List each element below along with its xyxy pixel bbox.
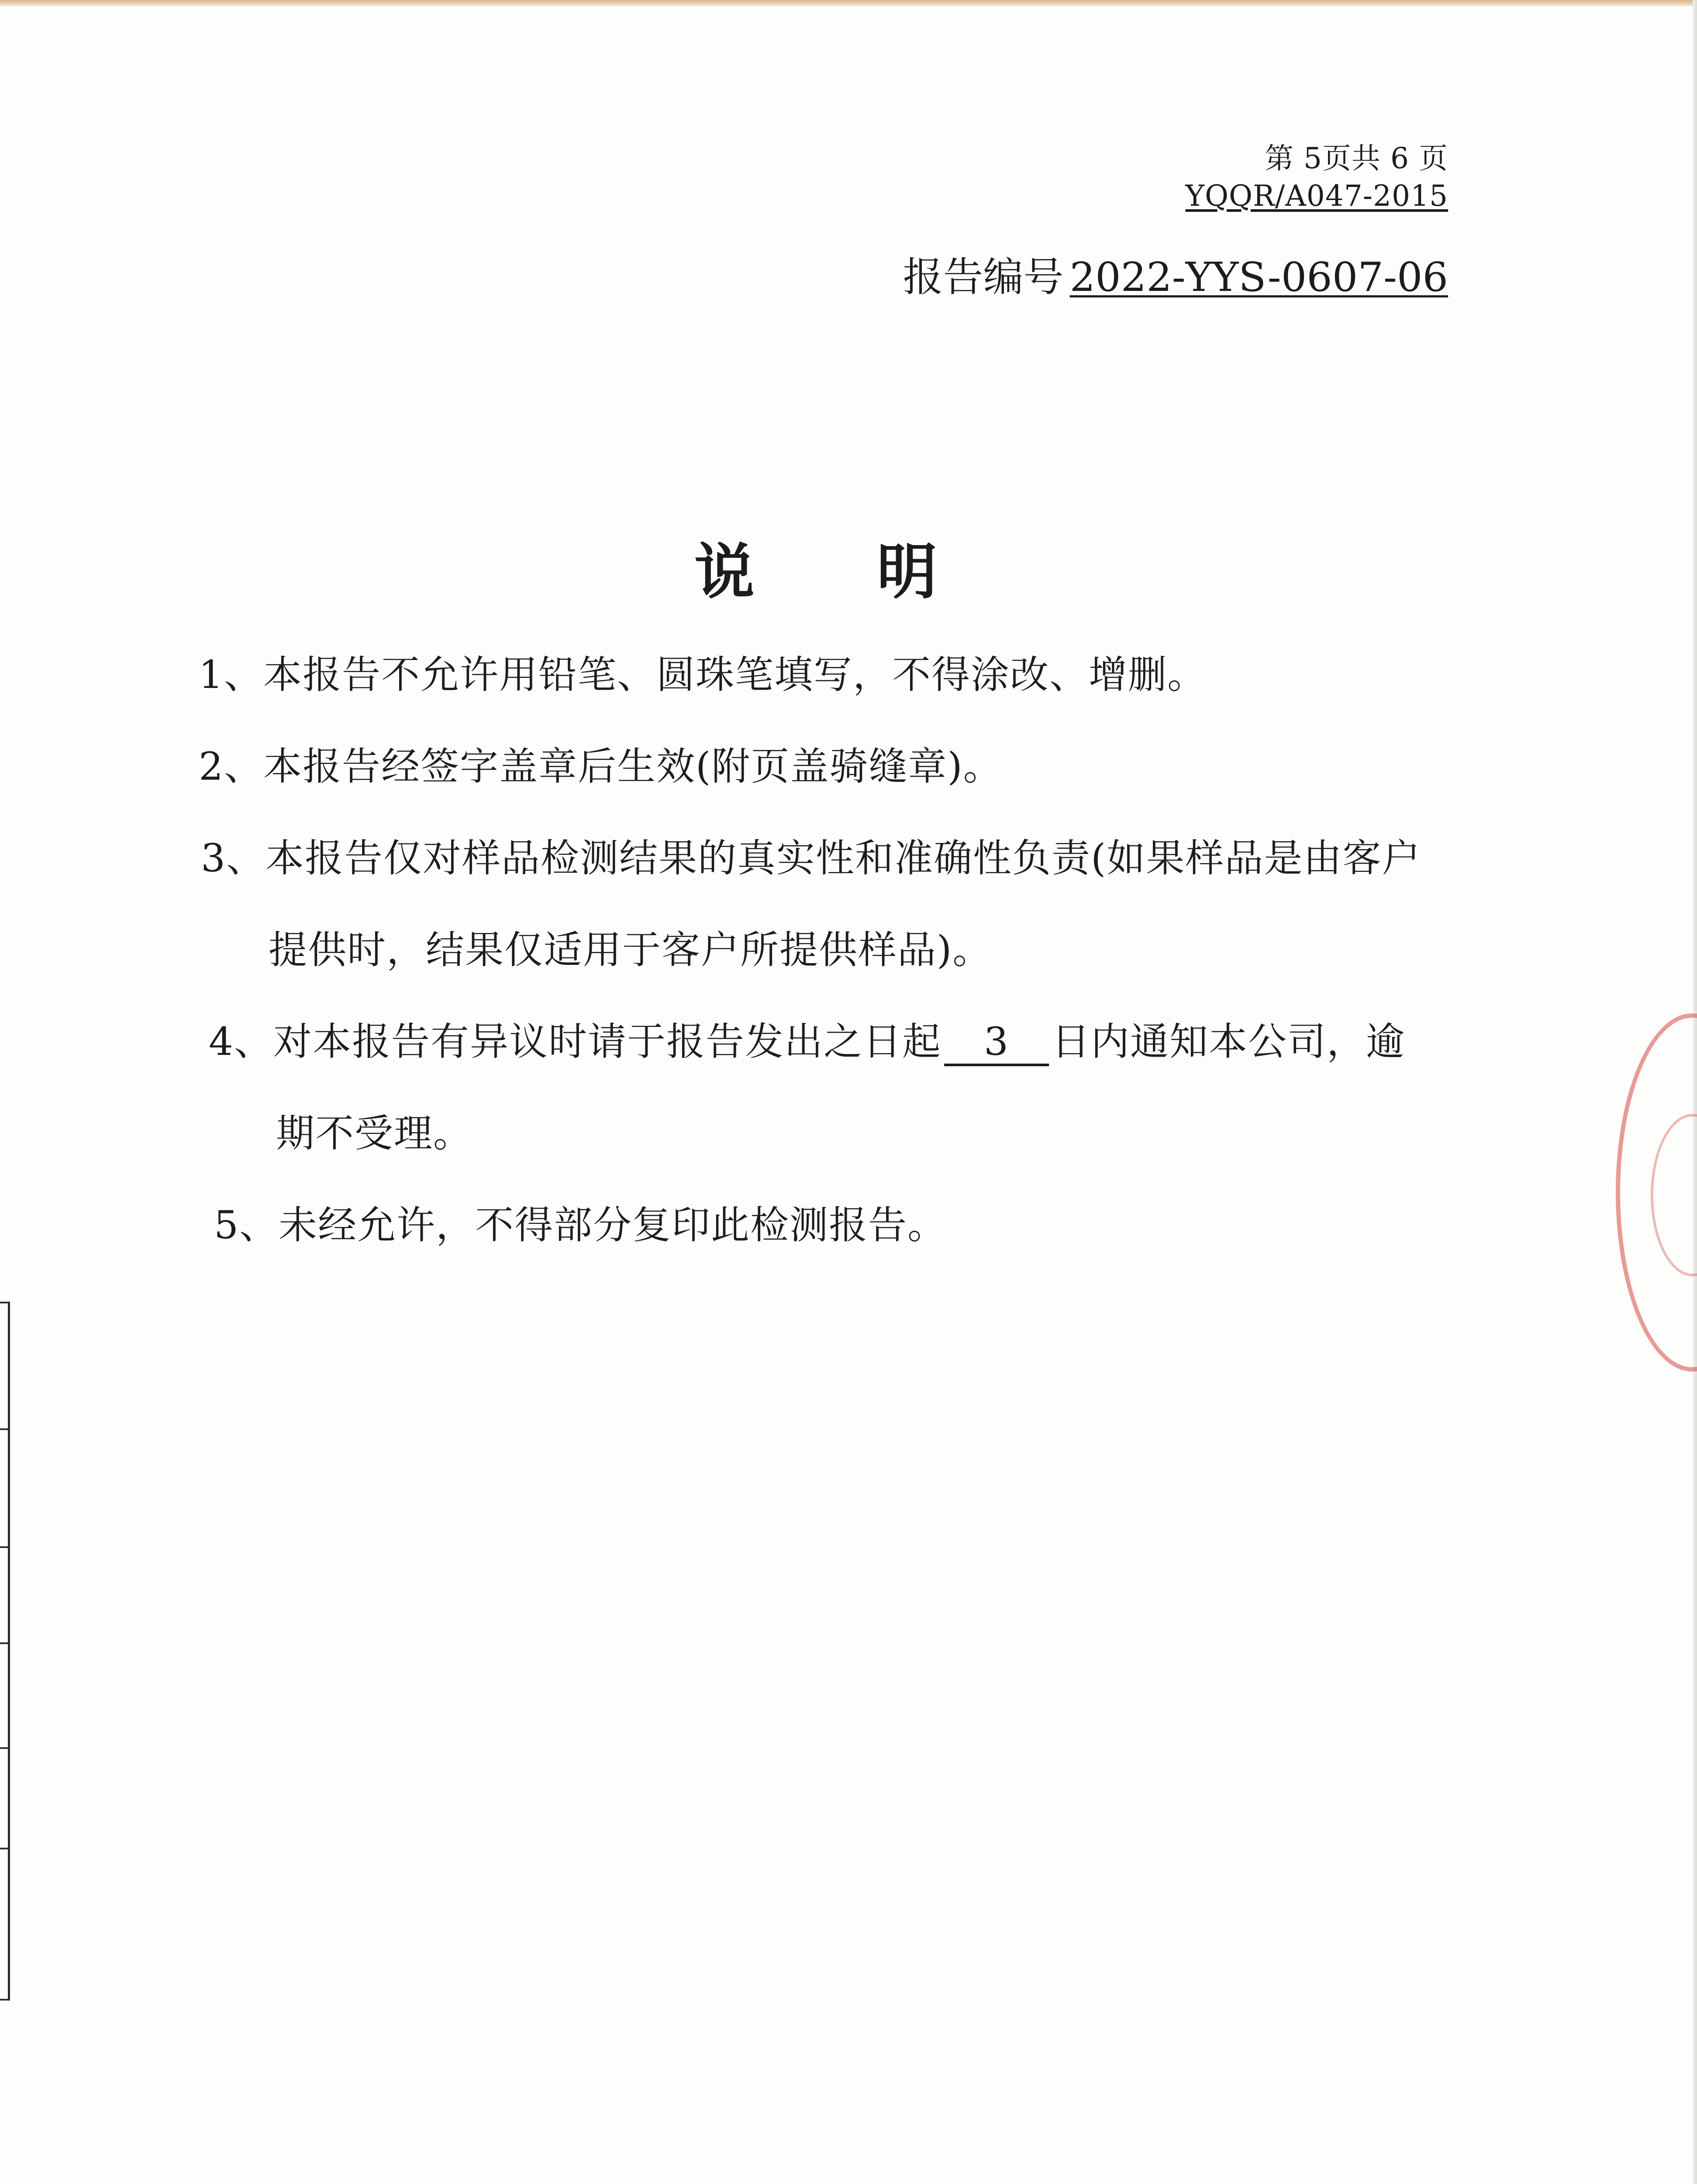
note-4-suffix: 日内通知本公司，逾 (1052, 1019, 1406, 1064)
note-3: 3、本报告仅对样品检测结果的真实性和准确性负责(如果样品是由客户 (201, 836, 1421, 881)
report-number-value: 2022-YYS-0607-06 (1069, 254, 1448, 301)
page-title: 说明 (694, 537, 1059, 607)
note-4-prefix: 4、对本报告有异议时请于报告发出之日起 (209, 1019, 942, 1064)
note-4 (209, 1016, 1405, 1068)
seal-inner-ring (1651, 1114, 1697, 1276)
objection-days-field: 3 (944, 1020, 1049, 1066)
report-number-label: 报告编号 (903, 254, 1064, 301)
note-2: 2、本报告经签字盖章后生效(附页盖骑缝章)。 (199, 744, 1003, 789)
note-3-continuation: 提供时，结果仅适用于客户所提供样品)。 (269, 927, 992, 972)
document-code: YQQR/A047-2015 (1185, 179, 1448, 213)
note-4-continuation: 期不受理。 (276, 1111, 473, 1156)
note-1: 1、本报告不允许用铅笔、圆珠笔填写，不得涂改、增删。 (199, 652, 1207, 697)
note-5: 5、未经允许，不得部分复印此检测报告。 (214, 1203, 947, 1248)
page-count: 第 5页共 6 页 (1265, 142, 1448, 175)
